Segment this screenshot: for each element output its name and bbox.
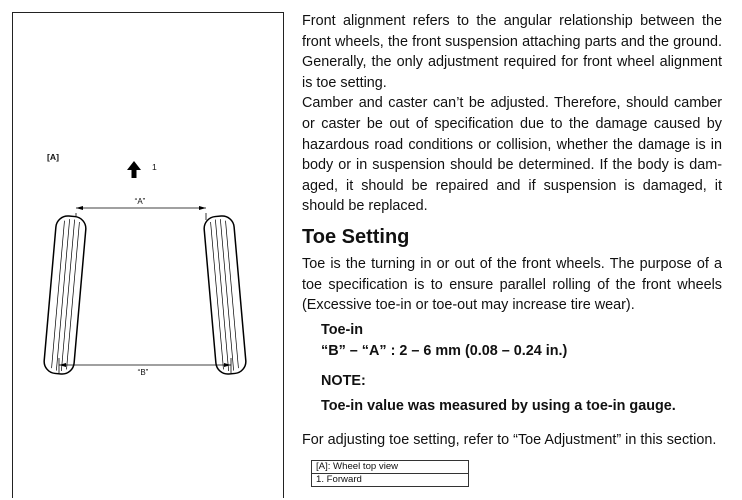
reference-text: For adjusting toe setting, refer to “Toe Adjustment” in this section.	[302, 432, 717, 448]
forward-arrow-icon	[127, 161, 141, 178]
spec-block	[321, 320, 567, 362]
figure-label: [A]	[47, 152, 59, 162]
figure-panel	[12, 12, 284, 498]
spec-value: “B” – “A” : 2 – 6 mm (0.08 – 0.24 in.)	[321, 343, 568, 359]
legend-row	[312, 461, 469, 474]
legend-table	[311, 460, 469, 487]
intro-paragraph-1: Front alignment refers to the angular relationship between the front wheels, the front suspension attaching parts and the ground. Generally, the only adjustment required for front wheel alignment is toe setting.	[302, 13, 722, 91]
spec-title: Toe-in	[321, 322, 364, 338]
toe-description: Toe is the turning in or out of the front wheels. The purpose of a toe specification is to ensure parallel rolling of the front wheels (Excessive toe-in or toe-out may increase tire wear).	[302, 256, 722, 314]
note-text: Toe-in value was measured by using a toe-in gauge.	[321, 398, 676, 414]
left-wheel	[43, 215, 87, 375]
arrow-number: 1	[152, 162, 157, 172]
dimension-b-label: “B”	[137, 368, 149, 377]
legend-row	[312, 474, 469, 487]
legend-row-1: [A]: Wheel top view	[312, 461, 469, 474]
intro-paragraph-2: Camber and caster can’t be adjusted. Therefore, should camber or caster be out of specification due to the damage caused by hazardous road conditions or collision, whether the damage is in body or in suspension should be determined. If the body is damaged, it should be repaired and if suspension is damaged, it should be replaced.	[302, 95, 722, 215]
section-heading: Toe Setting	[302, 226, 410, 248]
intro-text	[302, 11, 722, 217]
note-label: NOTE:	[321, 373, 366, 389]
legend-row-2: 1. Forward	[312, 474, 469, 487]
right-wheel	[203, 215, 247, 375]
dimension-a-label: “A”	[134, 197, 146, 206]
wheel-diagram	[13, 13, 285, 499]
